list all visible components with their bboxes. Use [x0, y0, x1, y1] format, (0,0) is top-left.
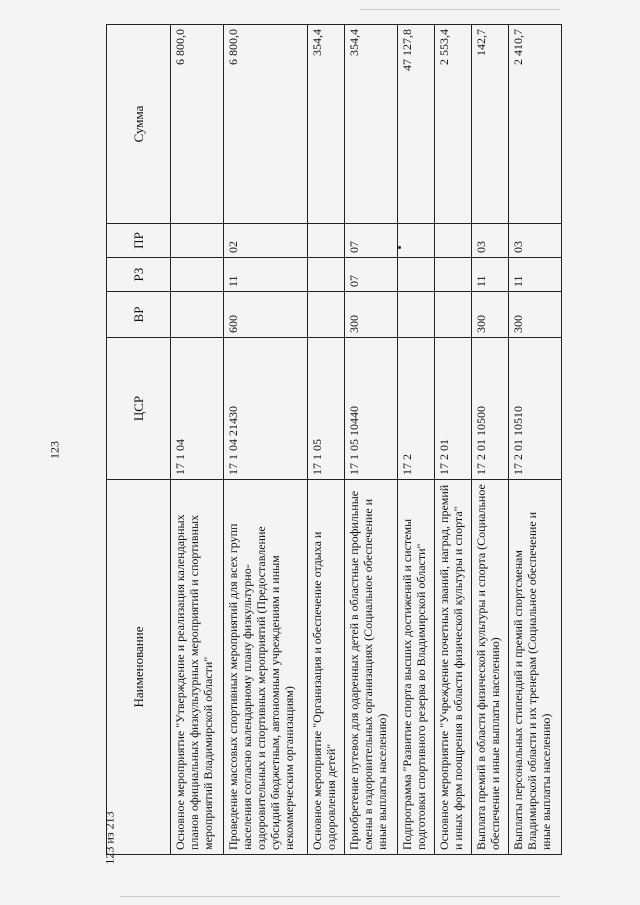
cell-rz: [171, 258, 224, 292]
scan-edge-bottom: [120, 896, 560, 897]
cell-rz: [434, 258, 471, 292]
cell-sum: 47 127,8: [397, 25, 434, 224]
cell-sum: 142,7: [472, 25, 509, 224]
table-header-row: [107, 25, 171, 855]
cell-pr: 07: [345, 224, 398, 258]
cell-pr: [171, 224, 224, 258]
cell-sum: 2 410,7: [509, 25, 562, 224]
cell-csr: 17 1 04: [171, 338, 224, 480]
cell-name: Выплата премий в области физической культуры и спорта (Социальное обеспечение и иные выплаты населению): [472, 480, 509, 855]
cell-name: Основное мероприятие "Организация и обеспечение отдыха и оздоровления детей": [308, 480, 345, 855]
cell-csr: 17 2 01 10500: [472, 338, 509, 480]
cell-rz: 07: [345, 258, 398, 292]
table-row: [308, 25, 345, 855]
cell-name: Выплаты персональных стипендий и премий спортсменам Владимирской области и их тренерам (Социальное обеспечение и иные выплаты населению): [509, 480, 562, 855]
cell-pr: 03: [472, 224, 509, 258]
cell-pr: [434, 224, 471, 258]
page-number: 123: [47, 441, 62, 459]
cell-name: Подпрограмма "Развитие спорта высших достижений и системы подготовки спортивного резерва во Владимирской области": [397, 480, 434, 855]
cell-csr: 17 2 01 10510: [509, 338, 562, 480]
header-csr: ЦСР: [107, 338, 171, 480]
budget-table: [106, 24, 562, 855]
cell-csr: 17 2: [397, 338, 434, 480]
cell-vr: [171, 292, 224, 338]
cell-rz: 11: [223, 258, 307, 292]
header-name: Наименование: [107, 480, 171, 855]
table-row: [223, 25, 307, 855]
cell-pr: 02: [223, 224, 307, 258]
budget-table-container: [106, 25, 562, 855]
header-pr: ПР: [107, 224, 171, 258]
cell-vr: 300: [345, 292, 398, 338]
header-sum: Сумма: [107, 25, 171, 224]
cell-name: Основное мероприятие "Учреждение почетных званий, наград, премий и иных форм поощрения в области физической культуры и спорта": [434, 480, 471, 855]
cell-sum: 6 800,0: [171, 25, 224, 224]
table-row: [345, 25, 398, 855]
cell-vr: 300: [509, 292, 562, 338]
table-row: [434, 25, 471, 855]
cell-rz: [397, 258, 434, 292]
cell-csr: 17 2 01: [434, 338, 471, 480]
cell-name: Приобретение путевок для одаренных детей в областные профильные смены в оздоровительных организациях (Социальное обеспечение и иные выплаты населению): [345, 480, 398, 855]
cell-pr: [397, 224, 434, 258]
cell-rz: [308, 258, 345, 292]
cell-vr: 300: [472, 292, 509, 338]
cell-vr: 600: [223, 292, 307, 338]
cell-name: Проведение массовых спортивных мероприятий для всех групп населения согласно календарному плану физкультурно-оздоровительных и спортивных мероприятий (Предоставление субсидий бюджетным, автономным учреждениям и иным некоммерческим организациям): [223, 480, 307, 855]
table-row: [509, 25, 562, 855]
cell-sum: 2 553,4: [434, 25, 471, 224]
cell-pr: 03: [509, 224, 562, 258]
header-vr: ВР: [107, 292, 171, 338]
cell-csr: 17 1 05 10440: [345, 338, 398, 480]
cell-name: Основное мероприятие "Утверждение и реализация календарных планов официальных физкультурных мероприятий и спортивных мероприятий Владимирской области": [171, 480, 224, 855]
cell-csr: 17 1 04 21430: [223, 338, 307, 480]
cell-pr: [308, 224, 345, 258]
table-row: [397, 25, 434, 855]
page-footer: 123 из 213: [102, 811, 117, 865]
cell-sum: 6 800,0: [223, 25, 307, 224]
cell-sum: 354,4: [308, 25, 345, 224]
scan-edge-top: [360, 9, 560, 10]
cell-rz: 11: [472, 258, 509, 292]
cell-sum: 354,4: [345, 25, 398, 224]
cell-csr: 17 1 05: [308, 338, 345, 480]
table-row: [472, 25, 509, 855]
cell-vr: [308, 292, 345, 338]
cell-rz: 11: [509, 258, 562, 292]
cell-vr: [397, 292, 434, 338]
table-row: [171, 25, 224, 855]
cell-vr: [434, 292, 471, 338]
header-rz: РЗ: [107, 258, 171, 292]
